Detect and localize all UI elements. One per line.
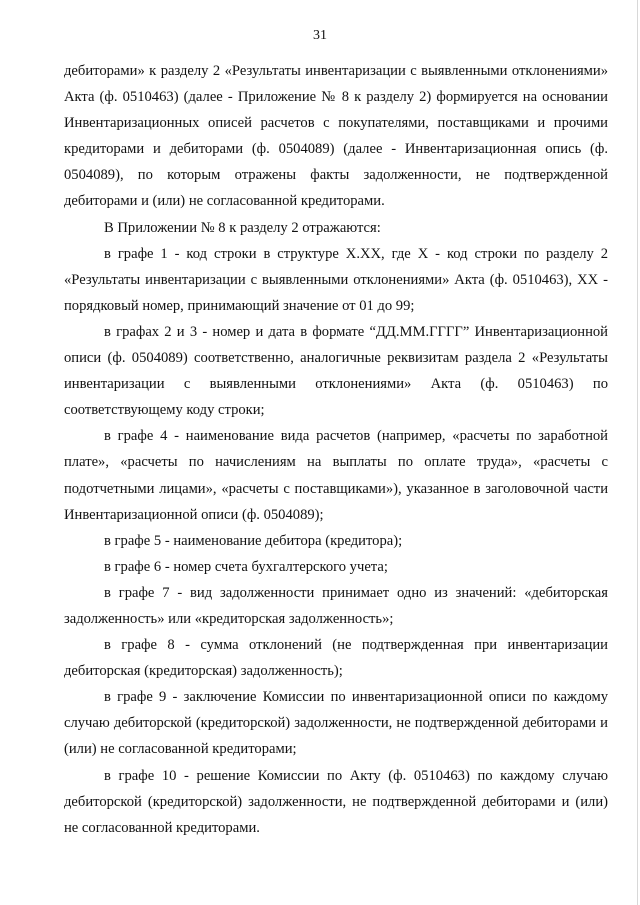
paragraph-column-5: в графе 5 - наименование дебитора (кредитора); [104,532,403,549]
paragraph-continuation: дебиторами» к разделу 2 «Результаты инвентаризации с выявленными отклонениями» Акта (ф. 0510463) (далее - Приложение № 8 к разделу 2) формируется на основании Инвентаризационных описей расчетов с покупателями, поставщиками и прочими кредиторами и дебиторами (ф. 0504089) (далее - Инвентаризационная опись (ф. 0504089), по которым отражены факты задолженности, не подтвержденной дебиторами и (или) не согласованной кредиторами. [64,63,608,210]
paragraph-column-2-3: в графах 2 и 3 - номер и дата в формате “ДД.ММ.ГГГГ” Инвентаризационной описи (ф. 0504089) соответственно, аналогичные реквизитам раздела 2 «Результаты инвентаризации с выявленными отклонениями» Акта (ф. 0510463) по соответствующему коду строки; [64,323,608,419]
document-body [64,58,608,841]
paragraph-column-6: в графе 6 - номер счета бухгалтерского учета; [104,558,388,575]
paragraph-column-1: в графе 1 - код строки в структуре Х.ХХ, где Х - код строки по разделу 2 «Результаты инвентаризации с выявленными отклонениями» Акта (ф. 0510463), ХХ - порядковый номер, принимающий значение от 01 до 99; [64,245,608,314]
paragraph-intro: В Приложении № 8 к разделу 2 отражаются: [104,219,381,236]
scan-edge-line [637,0,638,905]
paragraph-column-4: в графе 4 - наименование вида расчетов (например, «расчеты по заработной плате», «расчеты по начислениям на выплаты по оплате труда», «расчеты с подотчетными лицами», «расчеты с поставщиками»), указанное в заголовочной части Инвентаризационной описи (ф. 0504089); [64,428,608,523]
paragraph-column-9: в графе 9 - заключение Комиссии по инвентаризационной описи по каждому случаю дебиторской (кредиторской) задолженности, не подтвержденной дебиторами и (или) не согласованной кредиторами; [64,689,608,758]
paragraph-column-7: в графе 7 - вид задолженности принимает одно из значений: «дебиторская задолженность» или «кредиторская задолженность»; [64,584,608,627]
page-number: 31 [313,28,327,43]
paragraph-column-10: в графе 10 - решение Комиссии по Акту (ф. 0510463) по каждому случаю дебиторской (кредиторской) задолженности, не подтвержденной дебиторами и (или) не согласованной кредиторами. [64,767,608,836]
paragraph-column-8: в графе 8 - сумма отклонений (не подтвержденная при инвентаризации дебиторская (кредиторская) задолженность); [64,637,608,680]
